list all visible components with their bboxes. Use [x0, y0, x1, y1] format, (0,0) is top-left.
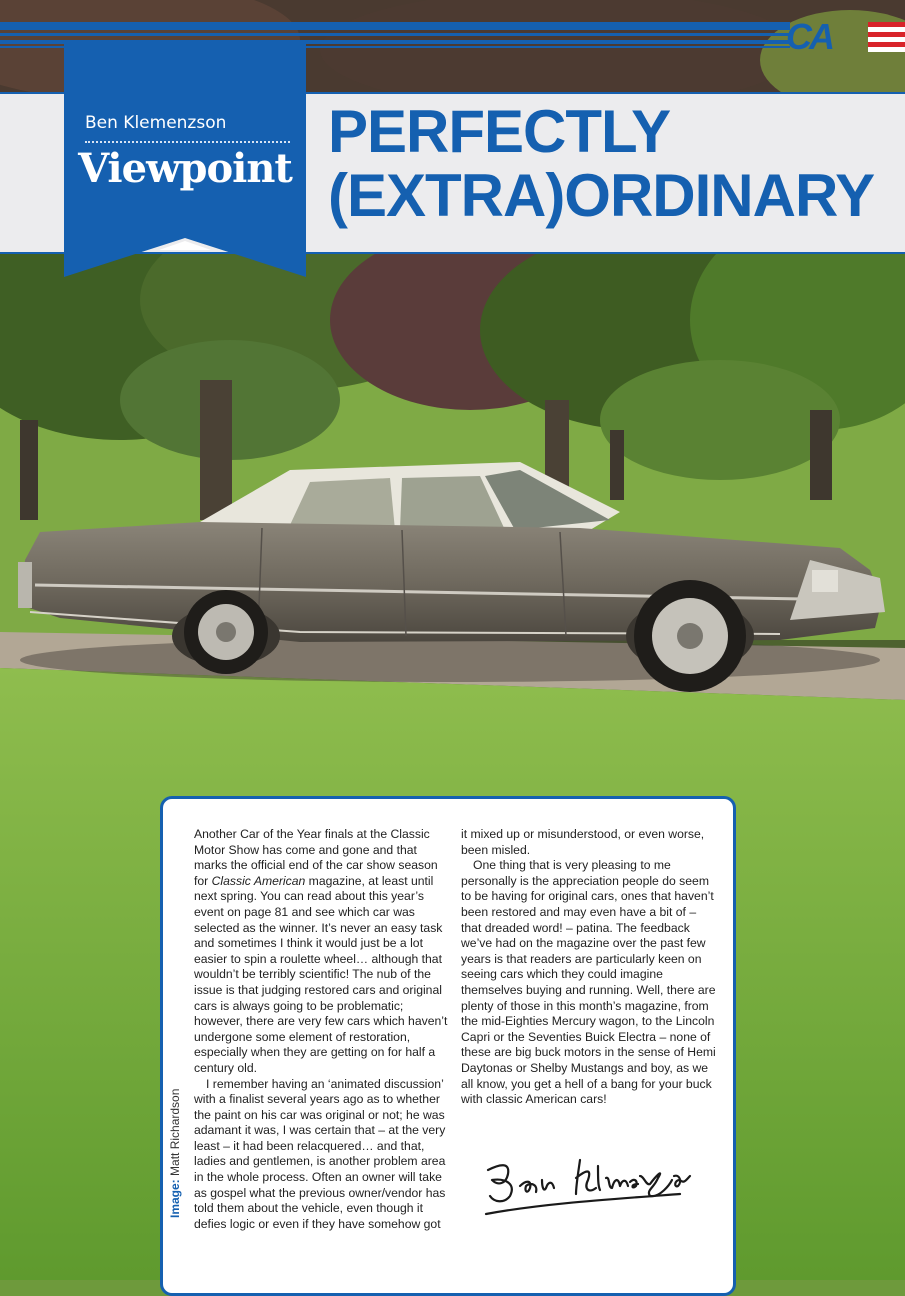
- article-column-left: [194, 827, 449, 1232]
- paragraph: it mixed up or misunderstood, or even worse, been misled.: [461, 827, 705, 857]
- paragraph: One thing that is very pleasing to me personally is the appreciation people do seem to be having for original cars, ones that haven’t been restored and may even have a bit of – that dreaded word! – patina. The feedback we’ve had on the magazine over the past few years is that readers are particularly keen on seeing cars which they could imagine themselves buying and running. Well, there are plenty of those in this month’s magazine, from the mid-Eighties Mercury wagon, to the Lincoln Capri or the Seventies Buick Electra – none of these are big buck motors in the sense of Hemi Daytonas or Shelby Mustangs and boy, as we all know, you get a hell of a bang for your buck with classic American cars!: [461, 858, 716, 1107]
- paragraph: I remember having an ‘animated discussion’ with a finalist several years ago as to whether the paint on his car was original or not; he was adamant it was, I was certain that – at the very least – it had been relacquered… and that, ladies and gentlemen, is another problem area in the whole process. Often an owner will take as gospel what the previous owner/vendor has told them about the vehicle, even though it defies logic or even if they have somehow got: [194, 1076, 446, 1231]
- article-column-right: [461, 827, 719, 1108]
- photo-credit: [168, 1089, 182, 1218]
- headline-line-2: (EXTRA)ORDINARY: [328, 162, 875, 229]
- text-run: magazine, at least until next spring. You can read about this year’s event on page 81 and see which car was selected as the winner. It’s never an easy task and sometimes I think it would just be a lot easier to spin a roulette wheel… although that wouldn’t be terribly scientific! The nub of the issue is that judging restored cars and original cars is always going to be problematic; however, there are very few cars which haven’t undergone some element of restoration, especially when they are getting on for half a century old.: [194, 873, 448, 1075]
- headline-line-1: PERFECTLY: [328, 98, 671, 165]
- text-run: Another Car of the Year finals at the Classic Motor Show has come and gone and that marks the official end of the car show season for: [194, 827, 438, 888]
- flag-icon: [868, 22, 905, 52]
- headline: [328, 100, 874, 228]
- section-label: Viewpoint: [78, 145, 292, 192]
- dotted-divider: [85, 141, 290, 143]
- author-signature: [480, 1140, 700, 1230]
- magazine-title: Classic American: [211, 873, 306, 888]
- photo-credit-label: Image:: [168, 1179, 182, 1218]
- author-name: Ben Klemenzson: [85, 113, 227, 133]
- top-stripe: [0, 33, 790, 36]
- magazine-logo: [782, 18, 905, 56]
- top-stripe: [0, 22, 790, 30]
- photo-credit-name: Matt Richardson: [168, 1088, 182, 1176]
- logo-text: CA: [786, 16, 832, 57]
- paragraph: [194, 827, 449, 1077]
- viewpoint-banner: [64, 40, 306, 277]
